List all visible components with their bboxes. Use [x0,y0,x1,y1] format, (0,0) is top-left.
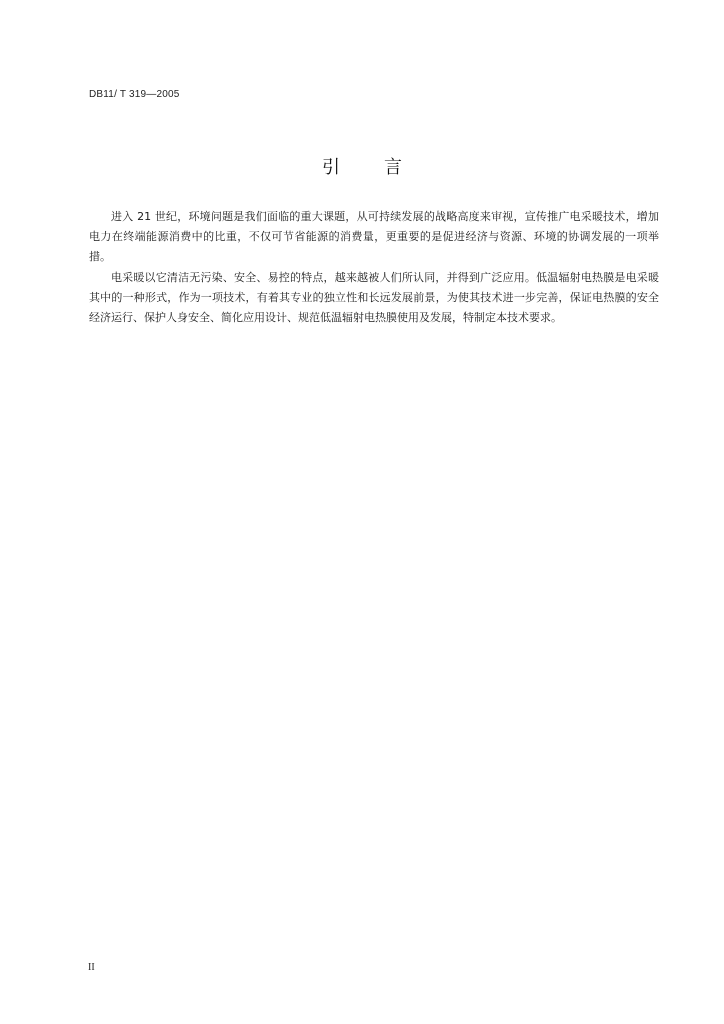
paragraph-1: 进入 21 世纪，环境问题是我们面临的重大课题，从可持续发展的战略高度来审视，宣传推广电采暖技术，增加电力在终端能源消费中的比重，不仅可节省能源的消费量，更重要的是促进经济与资源、环境的协调发展的一项举措。 [89,210,659,264]
section-title: 引言 [322,157,446,178]
paragraph-2: 电采暖以它清洁无污染、安全、易控的特点，越来越被人们所认同，并得到广泛应用。低温辐射电热膜是电采暖其中的一种形式，作为一项技术，有着其专业的独立性和长远发展前景，为使其技术进一步完善，保证电热膜的安全经济运行、保护人身安全、简化应用设计、规范低温辐射电热膜使用及发展，特制定本技术要求。 [89,270,659,325]
standard-code-header: DB11/ T 319—2005 [89,89,180,100]
page-number: II [88,962,95,973]
body-text [89,207,659,328]
